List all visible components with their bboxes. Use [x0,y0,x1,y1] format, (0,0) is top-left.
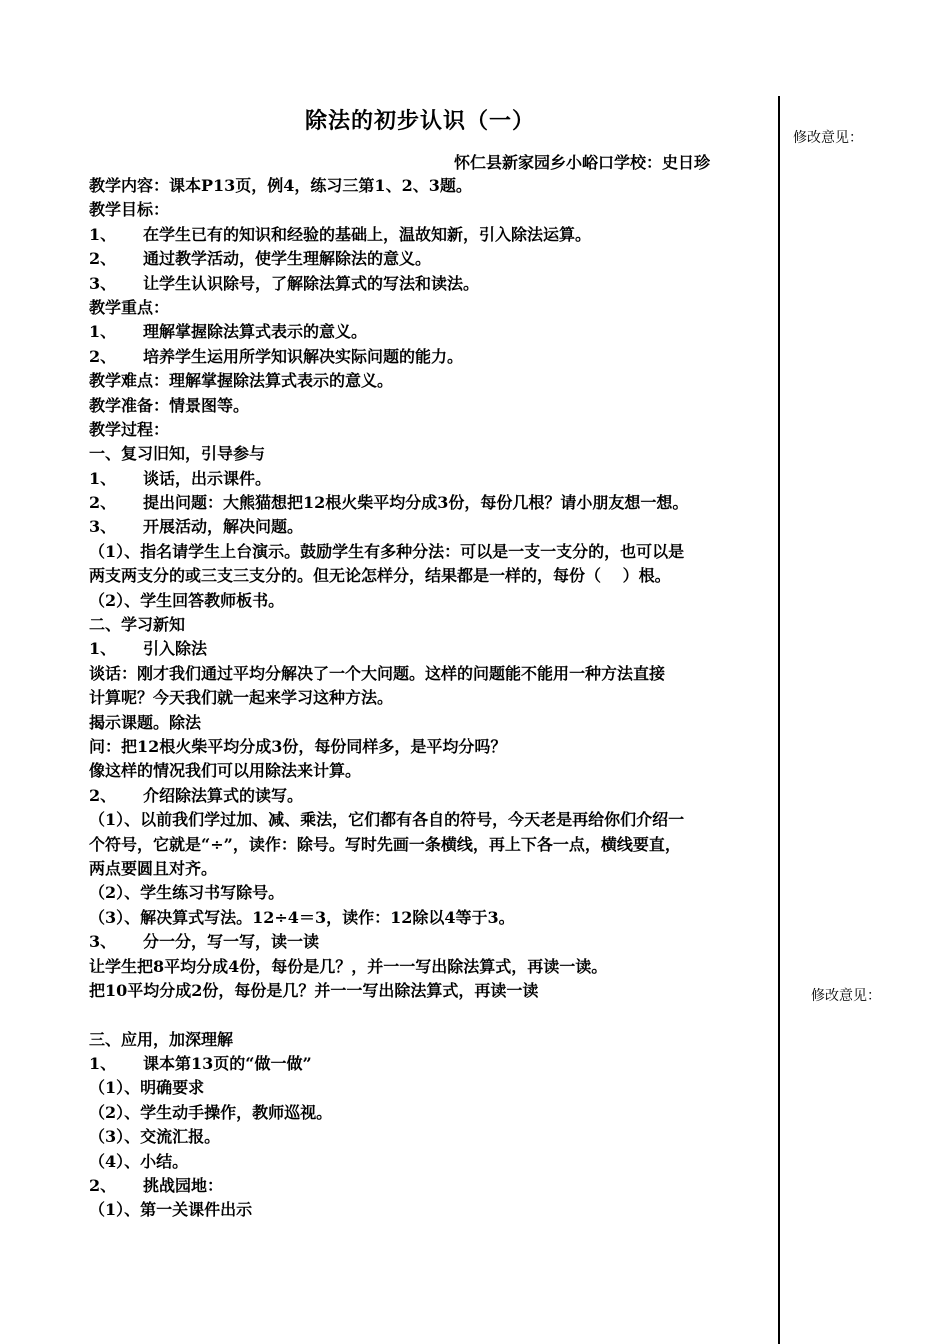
line-text: 分一分，写一写，读一读 [143,932,320,952]
line-text: （2）、学生回答教师板书。 [89,590,285,610]
text-line [89,515,773,539]
text-line [89,1028,773,1052]
line-text: （1）、以前我们学过加、减、乘法，它们都有各自的符号，今天老是再给你们介绍一 [89,810,685,830]
line-text: 课本第13页的“做一做” [143,1054,312,1074]
line-text: （2）、学生动手操作，教师巡视。 [89,1102,333,1122]
text-line [89,881,773,905]
text-line [89,711,773,735]
text-line [89,1052,773,1076]
item-number: 2、 [89,1176,117,1196]
text-line [89,394,773,418]
text-line [89,247,773,271]
text-line [89,686,773,710]
text-line [89,442,773,466]
line-text: （2）、学生练习书写除号。 [89,883,285,903]
line-text: 计算呢？今天我们就一起来学习这种方法。 [89,688,394,708]
text-line [89,272,773,296]
text-line [89,589,773,613]
item-number: 3、 [89,932,117,952]
text-line [89,1150,773,1174]
item-number: 2、 [89,785,117,805]
text-line [89,906,773,930]
text-line [89,857,773,881]
text-line [89,955,773,979]
line-text: 问：把12根火柴平均分成3份，每份同样多，是平均分吗？ [89,736,507,756]
line-text: （3）、解决算式写法。12÷4＝3，读作：12除以4等于3。 [89,907,515,927]
line-text: 教学准备：情景图等。 [89,395,250,415]
author-line: 怀仁县新家园乡小峪口学校：史日珍 [454,153,711,172]
line-text: 谈话，出示课件。 [143,468,272,488]
text-line [89,1174,773,1198]
text-line [89,735,773,759]
line-text: 二、学习新知 [89,615,186,635]
line-text: 两点要圆且对齐。 [89,858,218,878]
text-line [89,637,773,661]
line-text: 在学生已有的知识和经验的基础上，温故知新，引入除法运算。 [143,224,592,244]
line-text: 个符号，它就是“÷”，读作：除号。写时先画一条横线，再上下各一点，横线要直， [89,834,681,854]
revision-note-label: 修改意见： [793,130,863,146]
text-line [89,540,773,564]
text-line [89,1198,773,1222]
text-line [89,759,773,783]
line-text: 像这样的情况我们可以用除法来计算。 [89,761,362,781]
line-text: 三、应用，加深理解 [89,1029,234,1049]
item-number: 1、 [89,468,117,488]
line-text: 两支两支分的或三支三支分的。但无论怎样分，结果都是一样的，每份（ ）根。 [89,566,671,586]
text-line [89,1101,773,1125]
line-text: （1）、明确要求 [89,1078,205,1098]
line-text: 挑战园地： [143,1176,224,1196]
text-line [89,418,773,442]
line-text: 提出问题：大熊猫想把12根火柴平均分成3份，每份几根？请小朋友想一想。 [143,493,689,513]
line-text: 通过教学活动，使学生理解除法的意义。 [143,249,432,269]
text-line [89,784,773,808]
line-text: 介绍除法算式的读写。 [143,785,304,805]
line-text: 教学目标： [89,200,170,220]
line-text: （4）、小结。 [89,1151,189,1171]
line-text: 一、复习旧知，引导参与 [89,444,266,464]
line-text: 教学过程： [89,419,170,439]
text-line [89,833,773,857]
line-text: （1）、指名请学生上台演示。鼓励学生有多种分法：可以是一支一支分的，也可以是 [89,541,685,561]
text-line [89,491,773,515]
text-line [89,467,773,491]
text-line [89,1076,773,1100]
line-text: （3）、交流汇报。 [89,1127,221,1147]
text-line [89,564,773,588]
text-line [89,979,773,1003]
text-line [89,808,773,832]
text-line [89,662,773,686]
line-text: （1）、第一关课件出示 [89,1200,253,1220]
text-line [89,296,773,320]
line-text: 让学生认识除号，了解除法算式的写法和读法。 [143,273,480,293]
line-text: 理解掌握除法算式表示的意义。 [143,322,368,342]
line-text: 教学重点： [89,297,170,317]
page-title: 除法的初步认识（一） [304,108,535,134]
item-number: 2、 [89,346,117,366]
text-line [89,613,773,637]
item-number: 3、 [89,273,117,293]
line-text: 培养学生运用所学知识解决实际问题的能力。 [143,346,464,366]
line-text: 教学内容：课本P13页，例4，练习三第1、2、3题。 [89,176,472,195]
lesson-plan-body [89,174,773,1223]
text-line [89,198,773,222]
text-line [89,369,773,393]
line-text: 谈话：刚才我们通过平均分解决了一个大问题。这样的问题能不能用一种方法直接 [89,663,666,683]
item-number: 2、 [89,249,117,269]
item-number: 1、 [89,322,117,342]
margin-divider-line [778,96,780,1344]
line-text: 教学难点：理解掌握除法算式表示的意义。 [89,371,394,391]
line-text: 开展活动，解决问题。 [143,517,304,537]
line-text: 把10平均分成2份，每份是几？并一一写出除法算式，再读一读 [89,980,539,1000]
text-line [89,1003,773,1027]
item-number: 3、 [89,517,117,537]
text-line [89,174,773,198]
line-text: 揭示课题。除法 [89,712,202,732]
text-line [89,1125,773,1149]
item-number: 1、 [89,639,117,659]
line-text: 引入除法 [143,639,208,659]
item-number: 1、 [89,224,117,244]
text-line [89,930,773,954]
text-line [89,223,773,247]
text-line [89,345,773,369]
item-number: 1、 [89,1054,117,1074]
item-number: 2、 [89,493,117,513]
line-text: 让学生把8平均分成4份，每份是几？，并一一写出除法算式，再读一读。 [89,956,608,976]
text-line [89,320,773,344]
revision-note-label: 修改意见： [811,988,881,1004]
